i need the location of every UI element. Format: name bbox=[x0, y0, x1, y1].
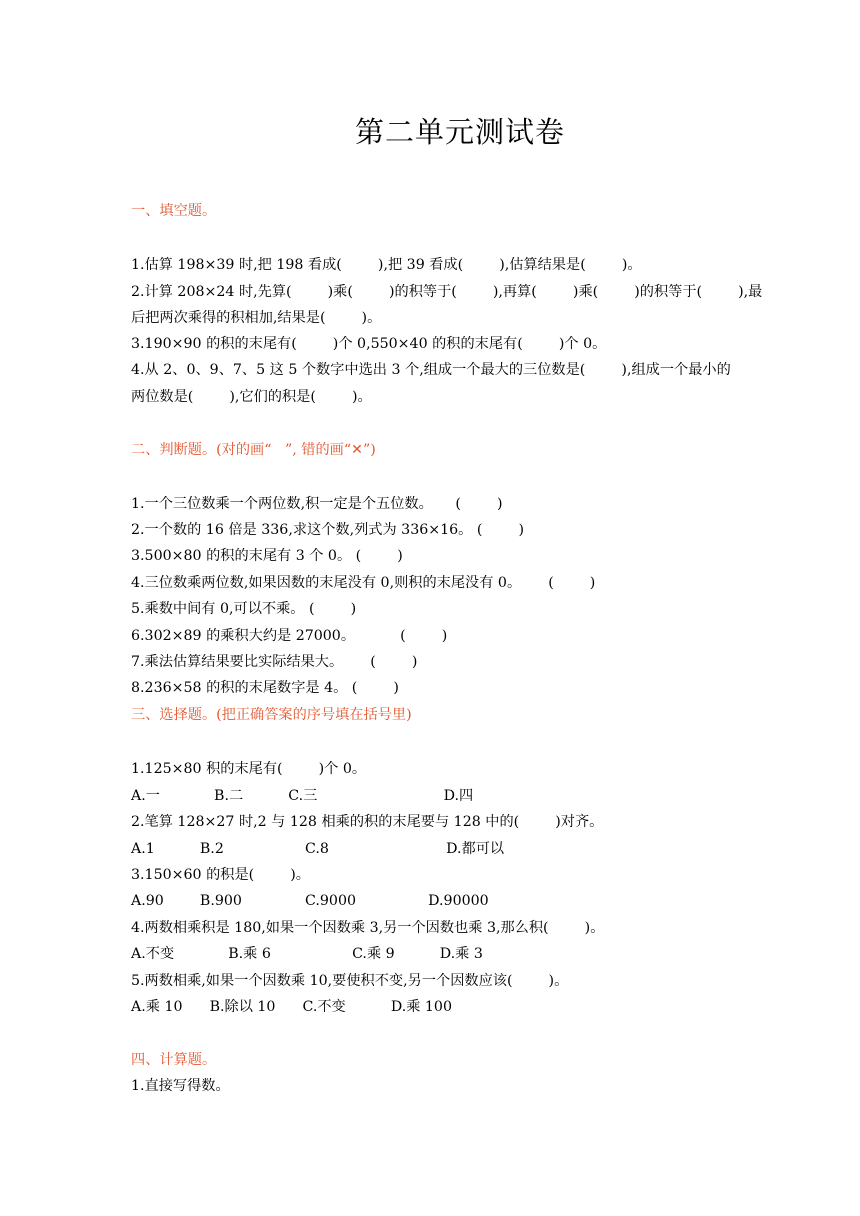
question-line: 5.乘数中间有 0,可以不乘。 ( ) bbox=[131, 601, 357, 617]
question-line: 4.三位数乘两位数,如果因数的末尾没有 0,则积的末尾没有 0。 ( ) bbox=[131, 575, 596, 591]
section-heading-multiple-choice: 三、选择题。(把正确答案的序号填在括号里) bbox=[131, 707, 412, 723]
choice-options: A.乘 10 B.除以 10 C.不变 D.乘 100 bbox=[131, 999, 452, 1015]
page-title: 第二单元测试卷 bbox=[354, 115, 565, 149]
choice-options: A.不变 B.乘 6 C.乘 9 D.乘 3 bbox=[131, 946, 483, 962]
question-line: 3.500×80 的积的末尾有 3 个 0。 ( ) bbox=[131, 548, 403, 564]
question-line: 4.两数相乘积是 180,如果一个因数乘 3,另一个因数也乘 3,那么积( )。 bbox=[131, 920, 605, 936]
question-line: 5.两数相乘,如果一个因数乘 10,要使积不变,另一个因数应该( )。 bbox=[131, 973, 569, 989]
question-line: 6.302×89 的乘积大约是 27000。 ( ) bbox=[131, 628, 448, 644]
section-heading-true-false: 二、判断题。(对的画“ ”, 错的画“✕”) bbox=[131, 442, 376, 458]
question-line: 1.一个三位数乘一个两位数,积一定是个五位数。 ( ) bbox=[131, 496, 503, 512]
question-line: 7.乘法估算结果要比实际结果大。 ( ) bbox=[131, 654, 418, 670]
question-line: 两位数是( ),它们的积是( )。 bbox=[131, 389, 372, 405]
section-heading-calculation: 四、计算题。 bbox=[131, 1052, 217, 1068]
choice-options: A.1 B.2 C.8 D.都可以 bbox=[131, 841, 505, 857]
question-line: 1.直接写得数。 bbox=[131, 1078, 230, 1094]
question-line: 4.从 2、0、9、7、5 这 5 个数字中选出 3 个,组成一个最大的三位数是( ),组成一个最小的 bbox=[131, 362, 731, 378]
section-heading-fill-blank: 一、填空题。 bbox=[131, 203, 217, 219]
question-line: 1.估算 198×39 时,把 198 看成( ),把 39 看成( ),估算结果是( )。 bbox=[131, 257, 642, 273]
question-line: 后把两次乘得的积相加,结果是( )。 bbox=[131, 310, 382, 326]
choice-options: A.一 B.二 C.三 D.四 bbox=[131, 788, 474, 804]
question-line: 1.125×80 积的末尾有( )个 0。 bbox=[131, 761, 367, 777]
question-line: 2.笔算 128×27 时,2 与 128 相乘的积的末尾要与 128 中的( )对齐。 bbox=[131, 814, 604, 830]
question-line: 3.150×60 的积是( )。 bbox=[131, 867, 310, 883]
choice-options: A.90 B.900 C.9000 D.90000 bbox=[131, 893, 489, 909]
question-line: 8.236×58 的积的末尾数字是 4。 ( ) bbox=[131, 680, 399, 696]
question-line: 2.计算 208×24 时,先算( )乘( )的积等于( ),再算( )乘( )的积等于( ),最 bbox=[131, 284, 763, 300]
question-line: 3.190×90 的积的末尾有( )个 0,550×40 的积的末尾有( )个 0。 bbox=[131, 336, 607, 352]
question-line: 2.一个数的 16 倍是 336,求这个数,列式为 336×16。 ( ) bbox=[131, 522, 525, 538]
